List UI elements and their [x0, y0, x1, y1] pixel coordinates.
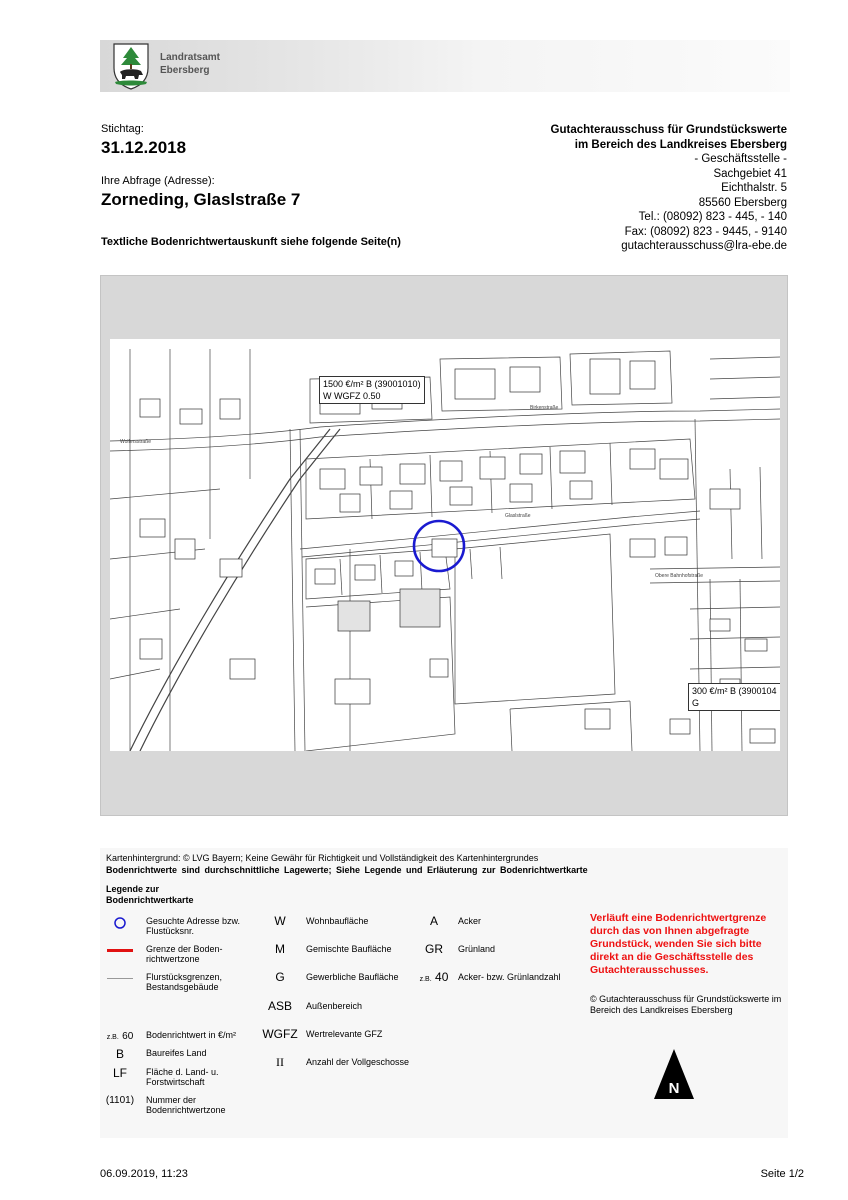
legend-symbol: B: [115, 1047, 124, 1061]
legend-symbol: LF: [112, 1066, 127, 1080]
legend-symbol: z.B. 60: [106, 1031, 134, 1042]
legend-desc: Baureifes Land: [146, 1048, 207, 1058]
legend-symbol: ASB: [267, 999, 292, 1013]
office-email: gutachterausschuss@lra-ebe.de: [621, 240, 787, 252]
office-line: - Geschäftsstelle -: [694, 153, 787, 165]
office-line: Sachgebiet 41: [713, 167, 787, 180]
map-credit: Kartenhintergrund: © LVG Bayern; Keine Gewähr für Richtigkeit und Vollständigkeit des Kartenhintergrundes: [106, 853, 539, 863]
office-line: Eichthalstr. 5: [721, 182, 787, 194]
map-frame: [100, 275, 788, 816]
org-name: Landratsamt Ebersberg: [160, 52, 221, 76]
north-letter: N: [668, 1080, 680, 1097]
legend-desc: Außenbereich: [306, 1001, 363, 1011]
stichtag-value: 31.12.2018: [101, 138, 187, 157]
office-line: Gutachterausschuss für Grundstückswerte: [550, 124, 787, 136]
office-line: im Bereich des Landkreises Ebersberg: [574, 138, 787, 151]
street-label: Obere Bahnhofstraße: [655, 573, 704, 579]
legend-desc: Gesuchte Adresse bzw. Flustücksnr.: [146, 916, 241, 936]
legend-symbol: WGFZ: [262, 1027, 298, 1041]
legend-desc: Gemischte Baufläche: [306, 944, 392, 954]
page-number: Seite 1/2: [760, 1168, 804, 1180]
legend-desc: Fläche d. Land- u. Forstwirtschaft: [146, 1067, 219, 1087]
legend-symbol: GR: [425, 942, 443, 956]
legend-desc: Gewerbliche Baufläche: [306, 972, 399, 982]
search-address-symbol-icon: [100, 916, 140, 933]
print-timestamp: 06.09.2019, 11:23: [100, 1168, 188, 1180]
stichtag-label: Stichtag:: [101, 123, 144, 135]
legend-symbol: W: [274, 914, 286, 928]
map-disclaimer: Bodenrichtwerte sind durchschnittliche Lagewerte; Siehe Legende und Erläuterung zur Bodenrichtwertkarte: [106, 865, 588, 875]
street-label: Glaslstraße: [505, 513, 531, 519]
legend-desc: Nummer der Bodenrichtwertzone: [146, 1095, 226, 1115]
committee-copyright: © Gutachterausschuss für Grundstückswerte im Bereich des Landkreises Ebersberg: [590, 994, 782, 1015]
text-info-note: Textliche Bodenrichtwertauskunft siehe folgende Seite(n): [101, 236, 401, 248]
legend-desc: Anzahl der Vollgeschosse: [306, 1057, 410, 1067]
zone-label-1: 1500 €/m² B (39001010) W WGFZ 0.50: [319, 376, 425, 404]
zone-border-warning: Verläuft eine Bodenrichtwertgrenze durch das von Ihnen abgefragte Grundstück, wenden Sie sich bitte direkt an die Geschäftsstelle des Gutachterausschusses.: [590, 912, 767, 976]
query-address: Zorneding, Glaslstraße 7: [101, 190, 301, 209]
north-arrow-icon: [652, 1048, 696, 1100]
legend-desc: Flurstücksgrenzen, Bestandsgebäude: [146, 972, 223, 992]
legend-symbol: A: [429, 914, 438, 928]
parcel-border-line-icon: [100, 973, 140, 979]
map-canvas: [110, 339, 780, 751]
office-fax: Fax: (08092) 823 - 9445, - 9140: [624, 225, 787, 238]
street-label: Wolfersstraße: [120, 439, 152, 445]
legend-box: [100, 848, 788, 1138]
office-line: 85560 Ebersberg: [698, 196, 787, 209]
legend-desc: Acker: [458, 916, 482, 926]
zone-border-line-icon: [100, 945, 140, 952]
coat-of-arms-logo: [112, 42, 150, 90]
legend-desc: Wohnbaufläche: [306, 916, 369, 926]
legend-desc: Grünland: [458, 944, 496, 954]
legend-symbol: (1101): [105, 1095, 135, 1106]
cadastral-map[interactable]: [110, 339, 780, 751]
legend-desc: Wertrelevante GFZ: [306, 1029, 383, 1039]
legend-symbol: z.B. 40: [419, 970, 449, 984]
legend-symbol: M: [275, 942, 285, 956]
zone-label-2: 300 €/m² B (3900104 G: [688, 683, 780, 711]
legend-desc: Acker- bzw. Grünlandzahl: [458, 972, 561, 982]
legend-symbol: G: [275, 970, 285, 984]
office-address: [551, 123, 787, 254]
legend-title: Legende zur Bodenrichtwertkarte: [106, 884, 194, 905]
legend-symbol: II: [276, 1055, 284, 1069]
legend-desc: Grenze der Boden-richtwertzone: [146, 944, 223, 964]
query-label: Ihre Abfrage (Adresse):: [101, 175, 215, 187]
legend-desc: Bodenrichtwert in €/m²: [146, 1030, 237, 1040]
street-label: Birkenstraße: [530, 405, 559, 411]
office-phone: Tel.: (08092) 823 - 445, - 140: [638, 211, 787, 223]
header-banner: [100, 40, 790, 92]
